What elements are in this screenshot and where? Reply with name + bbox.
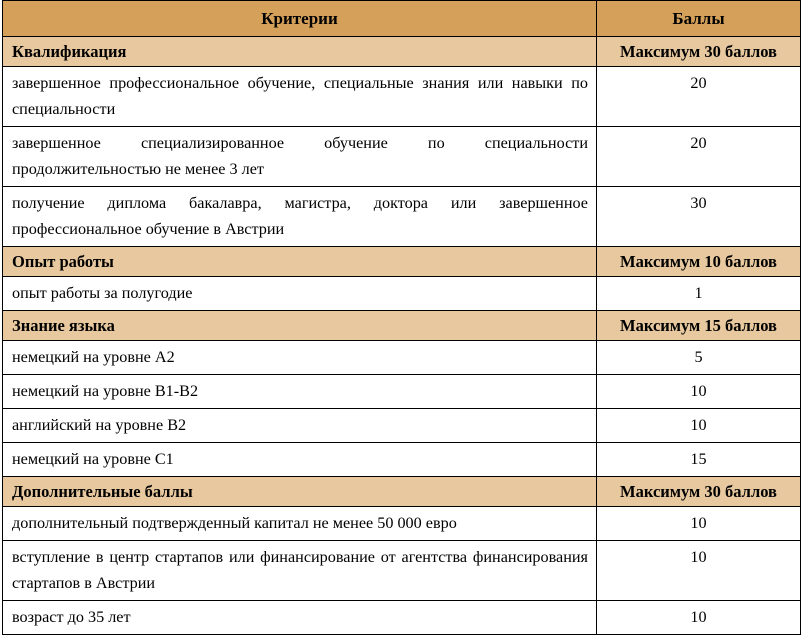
criteria-cell bbox=[3, 341, 597, 375]
header-label-points: Баллы bbox=[672, 8, 725, 28]
section-max-points-cell bbox=[597, 37, 801, 67]
points-value: 10 bbox=[690, 382, 707, 400]
criteria-cell bbox=[3, 67, 597, 127]
section-max-points-text: Максимум 30 баллов bbox=[620, 41, 777, 61]
criteria-cell bbox=[3, 375, 597, 409]
section-title-cell bbox=[3, 477, 597, 507]
section-title-cell bbox=[3, 247, 597, 277]
criteria-cell bbox=[3, 601, 597, 635]
criteria-cell bbox=[3, 507, 597, 541]
points-cell bbox=[597, 277, 801, 311]
points-cell bbox=[597, 443, 801, 477]
points-cell bbox=[597, 187, 801, 247]
table-row bbox=[3, 375, 801, 409]
criteria-text: немецкий на уровне В1-В2 bbox=[12, 382, 199, 400]
points-value: 20 bbox=[690, 134, 707, 152]
criteria-text: дополнительный подтвержденный капитал не менее 50 000 евро bbox=[12, 514, 457, 532]
points-value: 10 bbox=[690, 548, 707, 566]
header-label-criteria: Критерии bbox=[261, 8, 338, 28]
table-row bbox=[3, 127, 801, 187]
points-value: 10 bbox=[690, 608, 707, 626]
table-header-row bbox=[3, 1, 801, 37]
table-row bbox=[3, 341, 801, 375]
points-value: 10 bbox=[690, 416, 707, 434]
criteria-text: возраст до 35 лет bbox=[12, 608, 131, 626]
criteria-cell bbox=[3, 127, 597, 187]
section-title-text: Опыт работы bbox=[12, 251, 114, 271]
header-cell-criteria bbox=[3, 1, 597, 37]
criteria-cell bbox=[3, 541, 597, 601]
table-section-row bbox=[3, 477, 801, 507]
table-row bbox=[3, 67, 801, 127]
table-row bbox=[3, 409, 801, 443]
points-cell bbox=[597, 341, 801, 375]
table-row bbox=[3, 277, 801, 311]
criteria-cell bbox=[3, 443, 597, 477]
section-title-text: Дополнительные баллы bbox=[12, 481, 193, 501]
table-row bbox=[3, 187, 801, 247]
points-cell bbox=[597, 127, 801, 187]
section-max-points-cell bbox=[597, 247, 801, 277]
points-value: 15 bbox=[690, 450, 707, 468]
points-criteria-table bbox=[2, 0, 801, 635]
criteria-text: немецкий на уровне С1 bbox=[12, 450, 174, 468]
table-body bbox=[3, 1, 801, 635]
points-value: 30 bbox=[690, 194, 707, 212]
table-section-row bbox=[3, 311, 801, 341]
table-row bbox=[3, 601, 801, 635]
criteria-text: вступление в центр стартапов или финансирование от агентства финансирования стартапов в Австрии bbox=[12, 548, 588, 592]
points-value: 10 bbox=[690, 514, 707, 532]
criteria-text: получение диплома бакалавра, магистра, доктора или завершенное профессиональное обучение в Австрии bbox=[12, 194, 588, 238]
points-value: 5 bbox=[694, 348, 703, 366]
points-cell bbox=[597, 409, 801, 443]
section-title-text: Квалификация bbox=[12, 41, 127, 61]
section-max-points-text: Максимум 15 баллов bbox=[620, 315, 777, 335]
criteria-text: немецкий на уровне А2 bbox=[12, 348, 175, 366]
table-row bbox=[3, 507, 801, 541]
points-cell bbox=[597, 375, 801, 409]
points-cell bbox=[597, 507, 801, 541]
section-title-cell bbox=[3, 311, 597, 341]
criteria-text: завершенное профессиональное обучение, специальные знания или навыки по специальности bbox=[12, 74, 588, 118]
criteria-text: опыт работы за полугодие bbox=[12, 284, 193, 302]
table-section-row bbox=[3, 247, 801, 277]
criteria-cell bbox=[3, 187, 597, 247]
points-value: 20 bbox=[690, 74, 707, 92]
section-max-points-text: Максимум 30 баллов bbox=[620, 481, 777, 501]
criteria-cell bbox=[3, 277, 597, 311]
section-title-text: Знание языка bbox=[12, 315, 115, 335]
points-cell bbox=[597, 601, 801, 635]
criteria-text: завершенное специализированное обучение по специальности продолжительностью не менее 3 лет bbox=[12, 134, 588, 178]
header-cell-points bbox=[597, 1, 801, 37]
table-row bbox=[3, 443, 801, 477]
section-max-points-cell bbox=[597, 477, 801, 507]
points-value: 1 bbox=[694, 284, 703, 302]
criteria-text: английский на уровне В2 bbox=[12, 416, 187, 434]
table-row bbox=[3, 541, 801, 601]
section-max-points-cell bbox=[597, 311, 801, 341]
table-section-row bbox=[3, 37, 801, 67]
points-cell bbox=[597, 67, 801, 127]
section-max-points-text: Максимум 10 баллов bbox=[620, 251, 777, 271]
criteria-cell bbox=[3, 409, 597, 443]
section-title-cell bbox=[3, 37, 597, 67]
points-cell bbox=[597, 541, 801, 601]
